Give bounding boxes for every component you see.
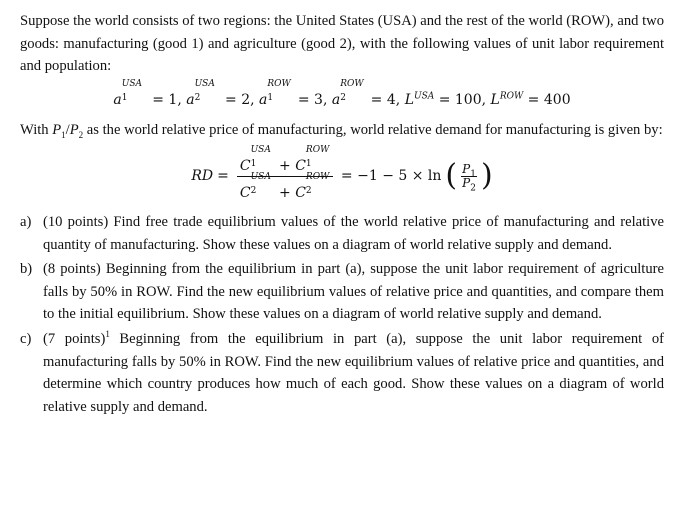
question-c: c) (7 points)$^1$ Beginning from the equilibrium in part (a), suppose the unit labor requirement of manufacturing falls by 50% in ROW. Find the new equilibrium values of relative price and quantities, and determine which country produces how much of each good. Show these values on a diagram of world relative supply and demand. — [20, 329, 664, 415]
param-l-row: $L^{ROW} = 400$ — [490, 91, 571, 108]
relative-demand-equation: RD = C USA 1 + C ROW 1 C USA 2 + C ROW 2 = −1 − 5 × ln ( $\frac{P_1}{P_2}$ ) — [191, 144, 493, 201]
rd-lhs: RD — [191, 168, 214, 185]
rd-rhs: = −1 − 5 × ln — [340, 168, 442, 185]
rd-fraction: C USA 1 + C ROW 1 C USA 2 + C ROW 2 — [237, 152, 333, 201]
price-ratio-fraction: $\frac{P_1}{P_2}$ — [462, 161, 476, 194]
parameter-equation — [20, 78, 664, 112]
param-a1-row: a ROW 1 = 3, — [259, 78, 332, 108]
question-b: b) (8 points) Beginning from the equilibrium in part (a), suppose the unit labor requirement of agriculture falls by 50% in ROW. Find the new equilibrium values of relative price and quantities, and compare them to the initial equilibrium. Show these values on a diagram of world relative supply and demand. — [20, 261, 664, 323]
with-paragraph: With $P_1/P_2$ as the world relative price of manufacturing, world relative demand for manufacturing is given by: — [20, 122, 663, 141]
param-a2-usa: a USA 2 = 2, — [186, 78, 260, 108]
footnote-marker: 1 — [105, 329, 110, 340]
param-a1-usa: a USA 1 = 1, — [113, 78, 187, 108]
question-list — [20, 211, 664, 418]
param-a2-row: a ROW 2 = 4, — [331, 78, 405, 108]
question-a: a) (10 points) Find free trade equilibrium values of the world relative price of manufacturing and relative quantity of manufacturing. Show these values on a diagram of world relative supply and demand. — [20, 213, 664, 253]
intro-paragraph: Suppose the world consists of two regions: the United States (USA) and the rest of the world (ROW), and two goods: manufacturing (good 1) and agriculture (good 2), with the following values of unit labor requirement and population: — [20, 13, 664, 75]
param-l-usa: $L^{USA} = 100$, — [404, 91, 491, 108]
problem-document — [20, 10, 664, 420]
